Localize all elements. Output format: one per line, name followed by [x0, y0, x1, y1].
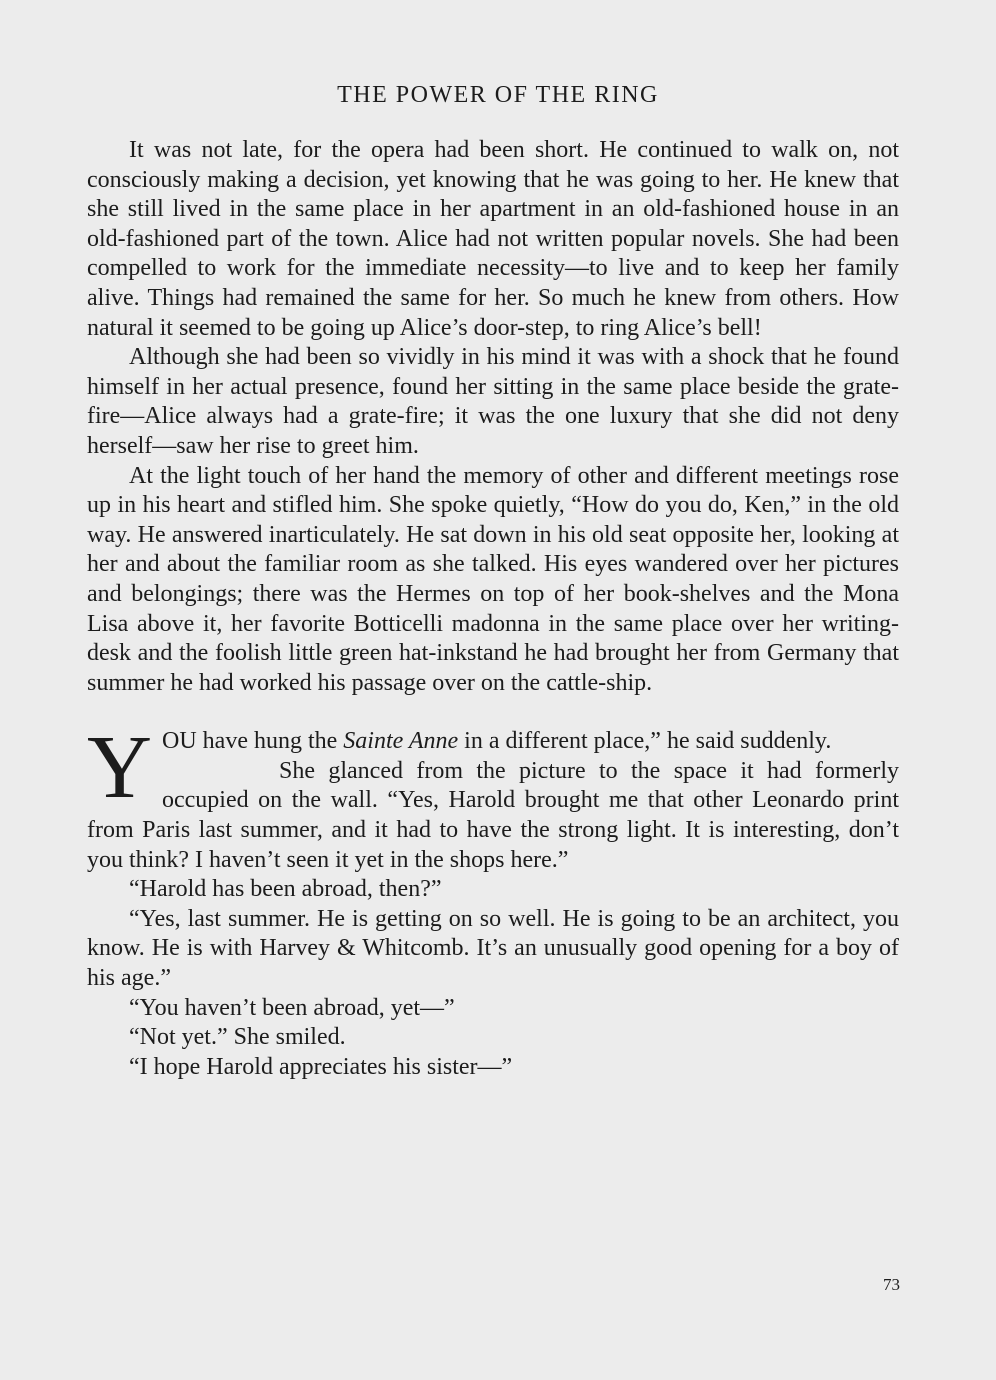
drop-cap: Y [87, 718, 152, 818]
text-block [87, 136, 899, 1082]
running-head: THE POWER OF THE RING [337, 82, 659, 108]
paragraph-8: “You haven’t been abroad, yet—” [129, 994, 455, 1021]
painting-title: Sainte Anne [343, 728, 459, 755]
paragraph-10: “I hope Harold appreciates his sister—” [129, 1053, 513, 1080]
dropcap-rest: in a different place,” he said suddenly. [458, 728, 832, 755]
paragraph-5: She glanced from the picture to the space it had formerly occupied on the wall. “Yes, Harold brought me that other Leonardo print from Paris last summer, and it had to have the strong light. It is interesting, don’t you think? I haven’t seen it yet in the shops here.” [87, 757, 899, 873]
dropcap-lead: OU have hung the [162, 728, 344, 755]
paragraph-9: “Not yet.” She smiled. [129, 1024, 346, 1051]
paragraph-1: It was not late, for the opera had been short. He continued to walk on, not consciously making a decision, yet knowing that he was going to her. He knew that she still lived in the same place in her apartment in an old-fashioned house in an old-fashioned part of the town. Alice had not written popular novels. She had been compelled to work for the immediate necessity—to live and to keep her family alive. Things had remained the same for her. So much he knew from others. How natural it seemed to be going up Alice’s door-step, to ring Alice’s bell! [87, 137, 899, 341]
paragraph-3: At the light touch of her hand the memory of other and different meetings rose up in his heart and stifled him. She spoke quietly, “How do you do, Ken,” in the old way. He answered inarticulately. He sat down in his old seat opposite her, looking at her and about the familiar room as she talked. His eyes wandered over her pictures and belongings; there was the Hermes on top of her book-shelves and the Mona Lisa above it, her favorite Botticelli madonna in the same place over her writing-desk and the foolish little green hat-inkstand he had brought her from Germany that summer he had worked his passage over on the cattle-ship. [87, 462, 899, 696]
paragraph-6: “Harold has been abroad, then?” [129, 876, 442, 903]
page-number: 73 [883, 1275, 900, 1294]
section-break [87, 698, 899, 727]
paragraph-7: “Yes, last summer. He is getting on so well. He is going to be an architect, you know. He is with Harvey & Whitcomb. It’s an unusually good opening for a boy of his age.” [87, 905, 899, 992]
paragraph-2: Although she had been so vividly in his mind it was with a shock that he found himself in her actual presence, found her sitting in the same place beside the grate-fire—Alice always had a grate-fire; it was the one luxury that she did not deny herself—saw her rise to greet him. [87, 344, 899, 459]
